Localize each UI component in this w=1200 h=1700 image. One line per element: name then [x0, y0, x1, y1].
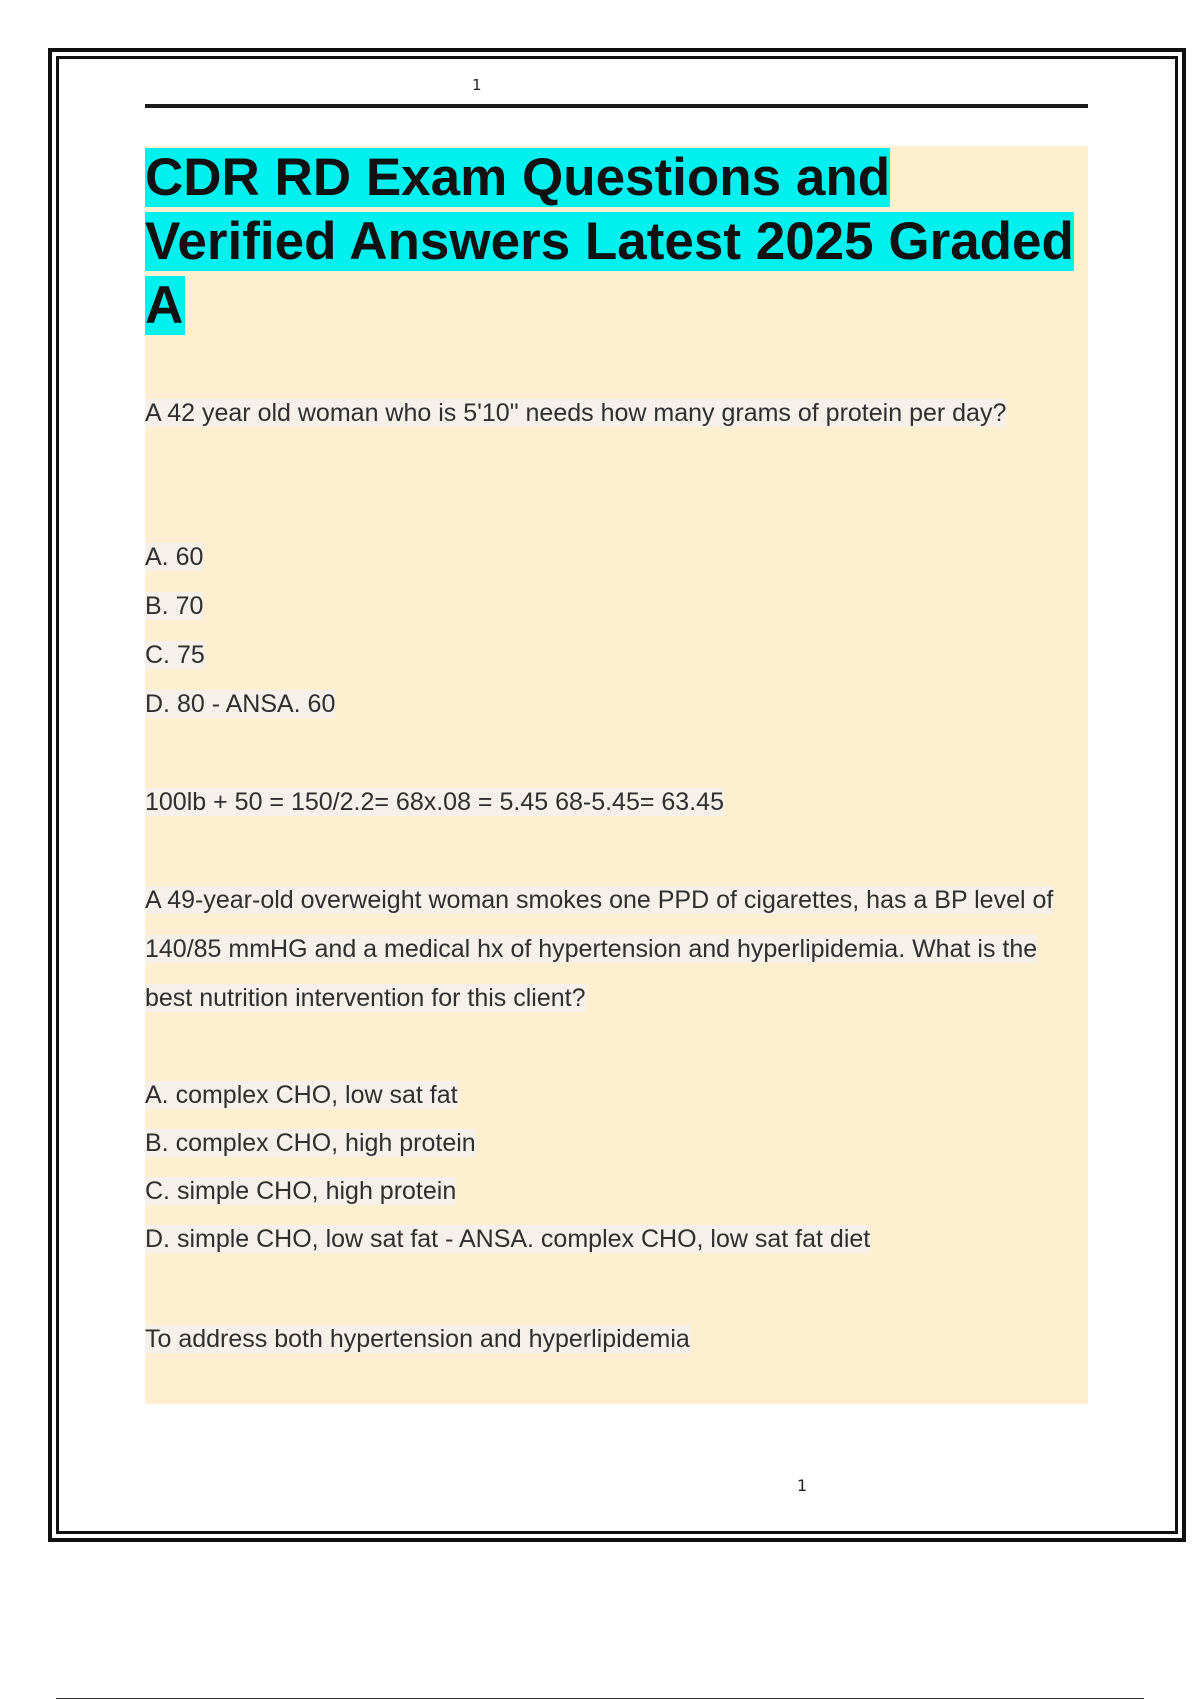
- question-1-text-content: A 42 year old woman who is 5'10" needs how many grams of protein per day?: [145, 399, 1007, 427]
- question-2-explanation: To address both hypertension and hyperlipidemia: [145, 1325, 690, 1353]
- question-2-option-a: A. complex CHO, low sat fat: [145, 1081, 458, 1109]
- question-2-text: [145, 876, 1085, 1023]
- question-1-option-d: D. 80 - ANSA. 60: [145, 690, 336, 718]
- question-1-explanation: 100lb + 50 = 150/2.2= 68x.08 = 5.45 68-5.45= 63.45: [145, 788, 724, 816]
- question-2-text-content: A 49-year-old overweight woman smokes one PPD of cigarettes, has a BP level of 140/85 mmHG and a medical hx of hypertension and hyperlipidemia. What is the best nutrition intervention for this client?: [145, 886, 1054, 1012]
- document-title-text: CDR RD Exam Questions and Verified Answers Latest 2025 Graded A: [145, 148, 1074, 335]
- question-2-option-c: C. simple CHO, high protein: [145, 1177, 457, 1205]
- question-1-text: [145, 389, 1085, 438]
- question-1-option-c: C. 75: [145, 641, 205, 669]
- question-1-option-b: B. 70: [145, 592, 204, 620]
- header-rule: [145, 104, 1088, 108]
- header-page-number: 1: [472, 76, 482, 94]
- question-1-option-a: A. 60: [145, 543, 204, 571]
- question-2-option-b: B. complex CHO, high protein: [145, 1129, 476, 1157]
- document-title: [145, 146, 1088, 338]
- bottom-rule: [56, 1698, 1144, 1699]
- question-2-option-d: D. simple CHO, low sat fat - ANSA. complex CHO, low sat fat diet: [145, 1225, 871, 1253]
- footer-page-number: 1: [797, 1476, 808, 1495]
